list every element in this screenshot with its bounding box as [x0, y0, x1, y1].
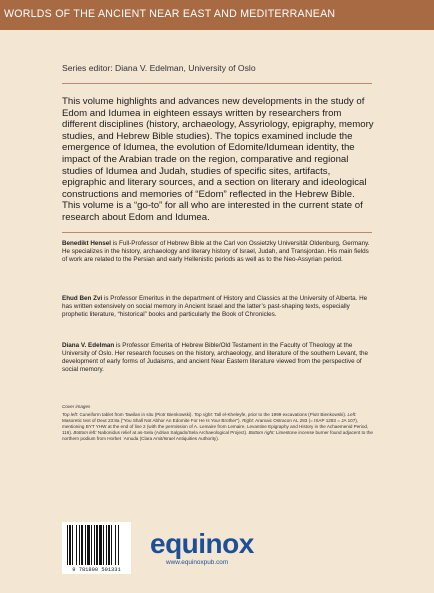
barcode-bar [106, 525, 107, 565]
credits-heading: Cover images [62, 404, 91, 409]
barcode-bar [115, 525, 116, 565]
barcode-bar [67, 525, 68, 565]
series-band [0, 0, 434, 30]
barcode-bar [91, 525, 92, 565]
series-editor: Series editor: Diana V. Edelman, University of Oslo [62, 63, 256, 73]
barcode-bar [72, 525, 73, 565]
author-bio [62, 342, 374, 374]
barcode-bars [65, 525, 128, 565]
barcode-bar [94, 525, 95, 565]
barcode-bar [81, 525, 83, 565]
barcode-bar [111, 525, 112, 565]
barcode-bar [103, 525, 104, 565]
author-bio [62, 240, 374, 264]
barcode-bar [108, 525, 110, 565]
author-bio-text: is Professor Emeritus in the department of History and Classics at the University of Alberta. He has written extensively on social memory in Ancient Israel and the latter’s past-shaping texts, especially prophetic literature, “historical” books and particularly the Book of Chronicles. [62, 295, 368, 319]
isbn-number: 9 781800 501331 [72, 567, 121, 573]
barcode-bar [99, 525, 102, 565]
book-blurb: This volume highlights and advances new developments in the study of Edom and Idumea in eighteen essays written by researchers from different disciplines (history, archaeology, Assyriology, epigraphy, memory studies, and Hebrew Bible studies). The topics examined include the emergence of Idumea, the evolution of Edomite/Idumean identity, the impact of the Arabian trade on the region, comparative and regional studies of Idumea and Judah, studies of specific sites, artifacts, epigraphic and literary sources, and a section on literary and ideological constructions and memories of “Edom” reflected in the Hebrew Bible. This volume is a “go-to” for all who are interested in the current state of research about Edom and Idumea. [62, 96, 374, 223]
barcode-bar [76, 525, 77, 565]
author-name: Ehud Ben Zvi [62, 295, 103, 302]
series-title: WORLDS OF THE ANCIENT NEAR EAST AND MEDITERRANEAN [4, 8, 336, 20]
author-bio-text: is Full-Professor of Hebrew Bible at the Carl von Ossietzky Universität Oldenburg, Germany. He specializes in the history, archaeology and literary history of Israel, Judah, and Transjordan. His main fields of work are related to the Persian and early Hellenistic periods as well as to the Neo-Assyrian period. [62, 240, 370, 264]
publisher-url: www.equinoxpub.com [166, 559, 229, 566]
cover-image-credits [62, 404, 374, 443]
barcode-bar [96, 525, 98, 565]
barcode-bar [87, 525, 90, 565]
author-bio-text: is Professor Emerita of Hebrew Bible/Old Testament in the Faculty of Theology at the University of Oslo. Her research focuses on the history, archaeology, and literature of the southern Levant, the development of early forms of Judaisms, and ancient Near Eastern literature viewed from the perspective of social memory. [62, 342, 369, 374]
author-name: Benedikt Hensel [62, 240, 111, 247]
barcode-bar [79, 525, 80, 565]
divider [62, 83, 372, 84]
author-name: Diana V. Edelman [62, 342, 115, 349]
isbn-barcode [62, 522, 131, 574]
divider [62, 232, 372, 233]
publisher-logo [150, 528, 270, 568]
author-bio [62, 295, 374, 319]
barcode-bar [85, 525, 86, 565]
credits-text: Top left: Cuneiform tablet from Tawilan in situ (Piotr Bienkowski). Top right: Tall el-Kheleyfe, prior to the 1999 excavations (Piotr Bienkowski). Left: Masoretic text of Deut 23:8a (“You Shall Not Abhor An Edomite For He Is Your Brother”). Right: Aramaic Ostracon AL 283 (= ISAP 1283 = JA 107), mentioning BYT YHW at the end of line 2 (with the permission of A. Lemaire from Lemaire, Levantine Epigraphy and History in the Achaemenid Period, 116). Bottom left: Nabonidus relief at as-Sela (Adrian Salgado/Sela Archaeological Project). Bottom right: Limestone incense burner found adjacent to the northern podium from Horbet ʿAmuda (Clara Amit/Israel Antiquities Authority). [62, 412, 373, 442]
barcode-bar [69, 525, 71, 565]
barcode-bar [118, 525, 119, 565]
publisher-logo-text: equinox [150, 528, 254, 559]
